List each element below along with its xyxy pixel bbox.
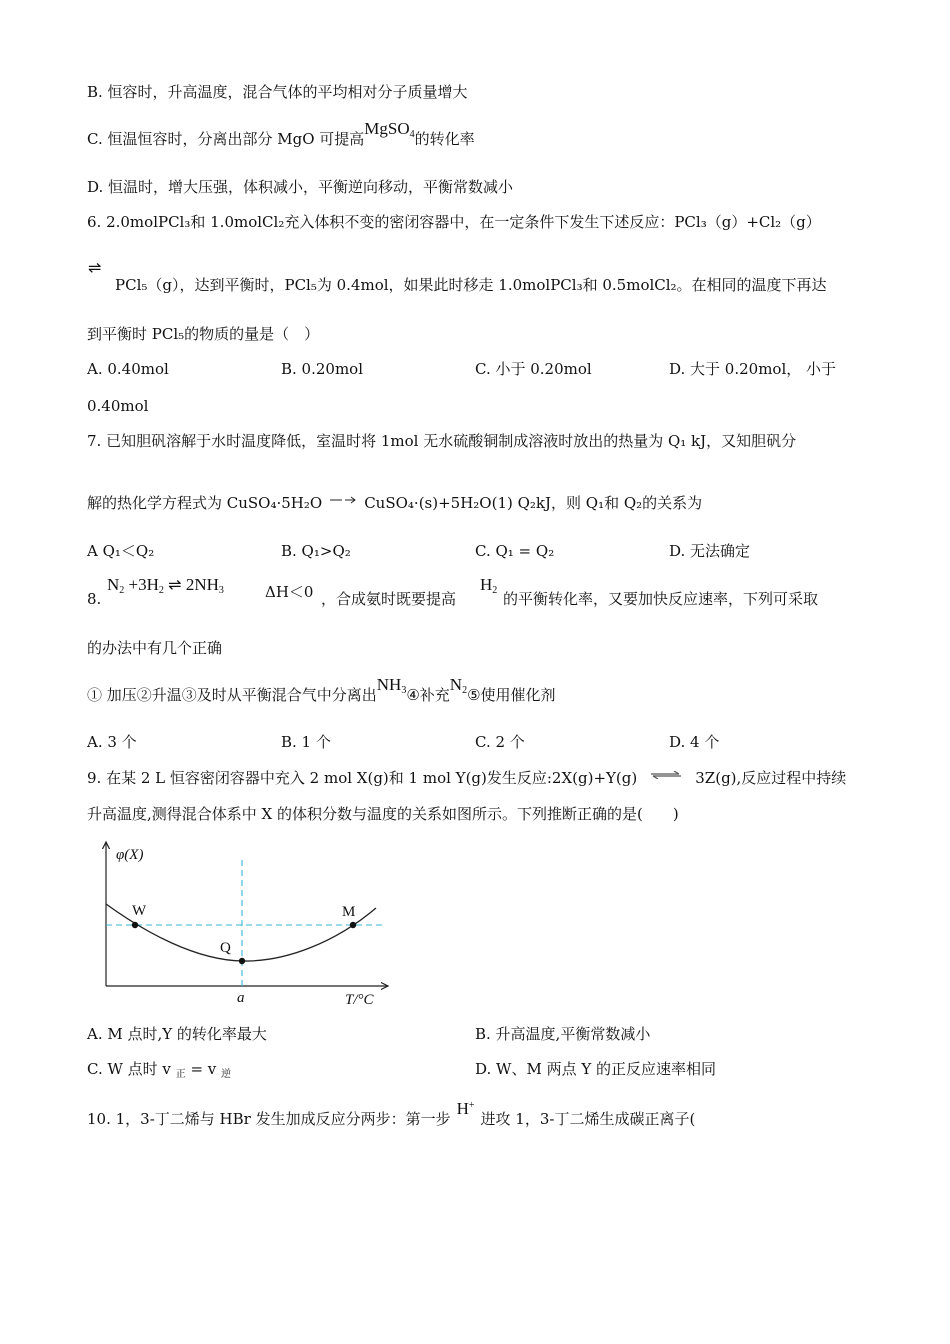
q8-option-c[interactable]: C. 2 个: [475, 733, 525, 751]
q9-option-b[interactable]: B. 升高温度,平衡常数减小: [475, 1025, 651, 1043]
mgso4-formula: MgSO$_4$: [364, 119, 415, 140]
q7-stem-line1: 7. 已知胆矾溶解于水时温度降低，室温时将 1mol 无水硫酸铜制成溶液时放出的热量为 Q₁ kJ，又知胆矾分: [87, 432, 797, 450]
q8-h2: $H_2$: [480, 575, 498, 596]
q8-stem-b: 的平衡转化率，又要加快反应速率，下列可采取: [503, 590, 819, 608]
q9-option-a[interactable]: A. M 点时,Y 的转化率最大: [87, 1025, 267, 1043]
q8-option-b[interactable]: B. 1 个: [281, 733, 331, 751]
q9-option-c[interactable]: C. W 点时 v $_正$ = v $_逆$: [87, 1060, 232, 1080]
q5-option-c: C. 恒温恒容时，分离出部分 MgO 可提高MgSO$_4$的转化率: [87, 119, 475, 148]
reaction-arrow-icon: [330, 496, 356, 504]
label-m: M: [342, 904, 356, 920]
q8-equation: $N_2 +3H_2$ ⇌ $2NH_3$: [107, 575, 224, 596]
q6-option-a[interactable]: A. 0.40mol: [87, 360, 169, 378]
q5-option-b: B. 恒容时，升高温度，混合气体的平均相对分子质量增大: [87, 83, 468, 101]
q6-option-b[interactable]: B. 0.20mol: [281, 360, 364, 378]
q7-option-a[interactable]: A Q₁＜Q₂: [87, 542, 155, 560]
q5-option-d: D. 恒温时，增大压强，体积减小，平衡逆向移动，平衡常数减小: [87, 178, 514, 196]
q8-option-a[interactable]: A. 3 个: [87, 733, 137, 751]
equilibrium-arrow-icon: [651, 771, 681, 779]
label-q: Q: [220, 940, 231, 956]
q8-stem-line3: ① 加压②升温③及时从平衡混合气中分离出$NH_3④$补充$N_2⑤$使用催化剂: [87, 675, 556, 704]
q10-stem: 10. 1，3-丁二烯与 HBr 发生加成反应分两步：第一步H+进攻 1，3-丁二烯生成碳正离子(: [87, 1099, 696, 1128]
q8-number: 8.: [87, 590, 102, 608]
point-w: [132, 922, 138, 928]
q7-option-c[interactable]: C. Q₁ = Q₂: [475, 542, 555, 560]
q7-option-b[interactable]: B. Q₁>Q₂: [281, 542, 351, 560]
q7-option-d[interactable]: D. 无法确定: [669, 542, 751, 560]
q9-option-d[interactable]: D. W、M 两点 Y 的正反应速率相同: [475, 1060, 717, 1078]
q6-equilibrium-arrow: ⇌: [88, 258, 102, 277]
point-q: [239, 958, 245, 964]
q6-stem-line3: 到平衡时 PCl₅的物质的量是（ ）: [87, 325, 320, 343]
q9-stem-line1: 9. 在某 2 L 恒容密闭容器中充入 2 mol X(g)和 1 mol Y(g)发生反应:2X(g)+Y(g) 3Z(g),反应过程中持续: [87, 769, 847, 787]
q8-stem-line2: 的办法中有几个正确: [87, 639, 223, 657]
q6-option-d[interactable]: D. 大于 0.20mol， 小于: [669, 360, 837, 378]
point-m: [350, 922, 356, 928]
q6-stem-line1: 6. 2.0molPCl₃和 1.0molCl₂充入体积不变的密闭容器中，在一定条件下发生下述反应：PCl₃（g）+Cl₂（g）: [87, 213, 821, 231]
phi-x-temperature-chart: [96, 838, 396, 1010]
q6-option-c[interactable]: C. 小于 0.20mol: [475, 360, 592, 378]
y-axis-label: φ(X): [116, 847, 144, 863]
q8-option-d[interactable]: D. 4 个: [669, 733, 720, 751]
q8-delta-h: ΔH＜0: [265, 583, 314, 601]
x-axis-label: T/°C: [345, 992, 374, 1008]
q7-stem-line2: 解的热化学方程式为 CuSO₄·5H₂O CuSO₄·(s)+5H₂O(1) Q₂kJ，则 Q₁和 Q₂的关系为: [87, 494, 703, 512]
q6-stem-line2: PCl₅（g），达到平衡时，PCl₅为 0.4mol，如果此时移走 1.0molPCl₃和 0.5molCl₂。在相同的温度下再达: [115, 276, 827, 294]
label-w: W: [132, 903, 147, 919]
q6-option-d-cont: 0.40mol: [87, 397, 149, 415]
x-tick-a: a: [237, 990, 245, 1006]
q8-stem-a: ，合成氨时既要提高: [321, 590, 457, 608]
q9-stem-line2: 升高温度,测得混合体系中 X 的体积分数与温度的关系如图所示。下列推断正确的是( ): [87, 805, 679, 823]
phi-x-curve: [106, 904, 376, 961]
